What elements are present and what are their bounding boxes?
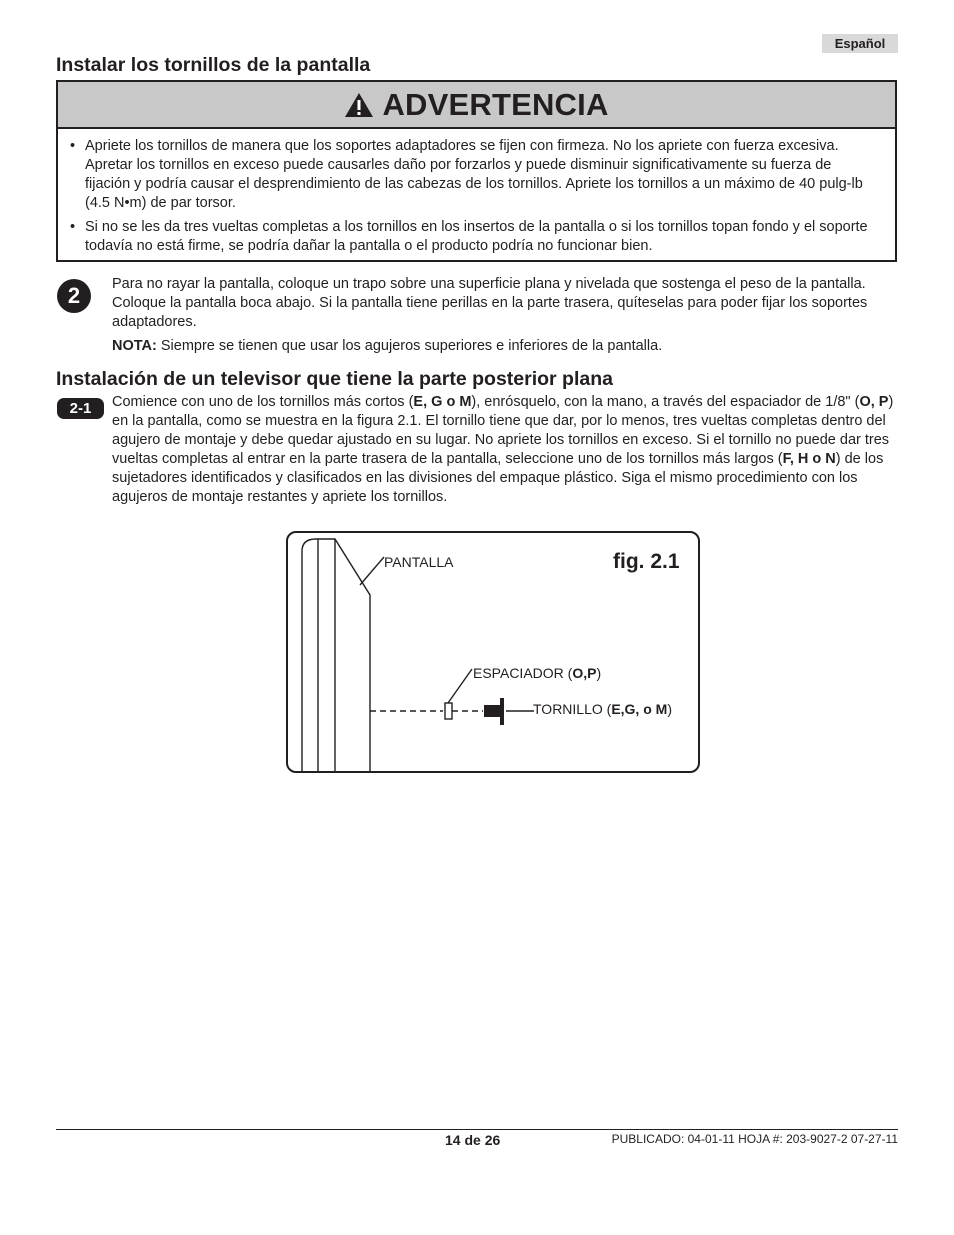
step-2-1-text: Comience con uno de los tornillos más cortos (E, G o M), enrósquelo, con la mano, a través del espaciador de 1/8" (O, P) en la pantalla, como se muestra en la figura 2.1. El tornillo tiene que dar, por lo menos, tres vueltas completas dentro del agujero de montaje y debe quedar ajustado en su lugar. No apriete los tornillos en exceso. Si el tornillo no puede dar tres vueltas completas al entrar en la parte trasera de la pantalla, seleccione uno de los tornillos más largos (F, H o N) de los sujetadores identificados y clasificados en las divisiones del empaque plástico. Siga el mismo procedimiento con los agujeros de montaje restantes y apriete los tornillos. [112, 394, 894, 505]
bullet-icon: • [70, 138, 76, 154]
warning-list [58, 129, 895, 256]
step-2-text: Para no rayar la pantalla, coloque un trapo sobre una superficie plana y nivelada que sostenga el peso de la pantalla. Coloque la pantalla boca abajo. Si la pantalla tiene perillas en la parte trasera, quíteselas para poder fijar los soportes adaptadores. [112, 276, 868, 330]
warning-title: ADVERTENCIA [382, 86, 609, 122]
warning-item: • Apriete los tornillos de manera que los soportes adaptadores se fijen con firmeza. No los apriete con fuerza excesiva. Apretar los tornillos en exceso puede causarles daño por forzarlos y puede disminuir significativamente su fuerza de fijación y podría causar el desprendimiento de las cabezas de los tornillos. Apriete los tornillos a un máximo de 40 pulg-lb (4.5 N•m) de par torsor. [70, 138, 863, 211]
step-2-note [112, 337, 900, 356]
label-screw: TORNILLO (E,G, o M) [533, 701, 672, 717]
page-number: 14 de 26 [445, 1132, 501, 1148]
label-spacer: ESPACIADOR (O,P) [473, 665, 602, 681]
language-tag: Español [822, 34, 898, 53]
step-2-1-badge: 2-1 [57, 398, 104, 419]
bullet-icon: • [70, 219, 76, 235]
warning-header [58, 82, 895, 129]
label-screen: PANTALLA [384, 554, 454, 570]
figure-2-1 [286, 531, 700, 773]
warning-item: • Si no se les da tres vueltas completas a los tornillos en los insertos de la pantalla o si los tornillos topan fondo y el soporte todavía no está firme, se podría dañar la pantalla o el producto podría no funcionar bien. [70, 219, 868, 254]
footer-divider [56, 1129, 898, 1130]
warning-box [56, 80, 897, 262]
section-title: Instalar los tornillos de la pantalla [56, 54, 371, 76]
publication-info: PUBLICADO: 04-01-11 HOJA #: 203-9027-2 07-27-11 [611, 1132, 898, 1146]
step-2-badge: 2 [57, 279, 91, 313]
warning-triangle-icon [344, 92, 374, 118]
section-2-title: Instalación de un televisor que tiene la parte posterior plana [56, 368, 613, 390]
note-label: NOTA: [112, 338, 157, 354]
figure-title: fig. 2.1 [613, 550, 680, 573]
note-text: Siempre se tienen que usar los agujeros superiores e inferiores de la pantalla. [156, 338, 663, 354]
